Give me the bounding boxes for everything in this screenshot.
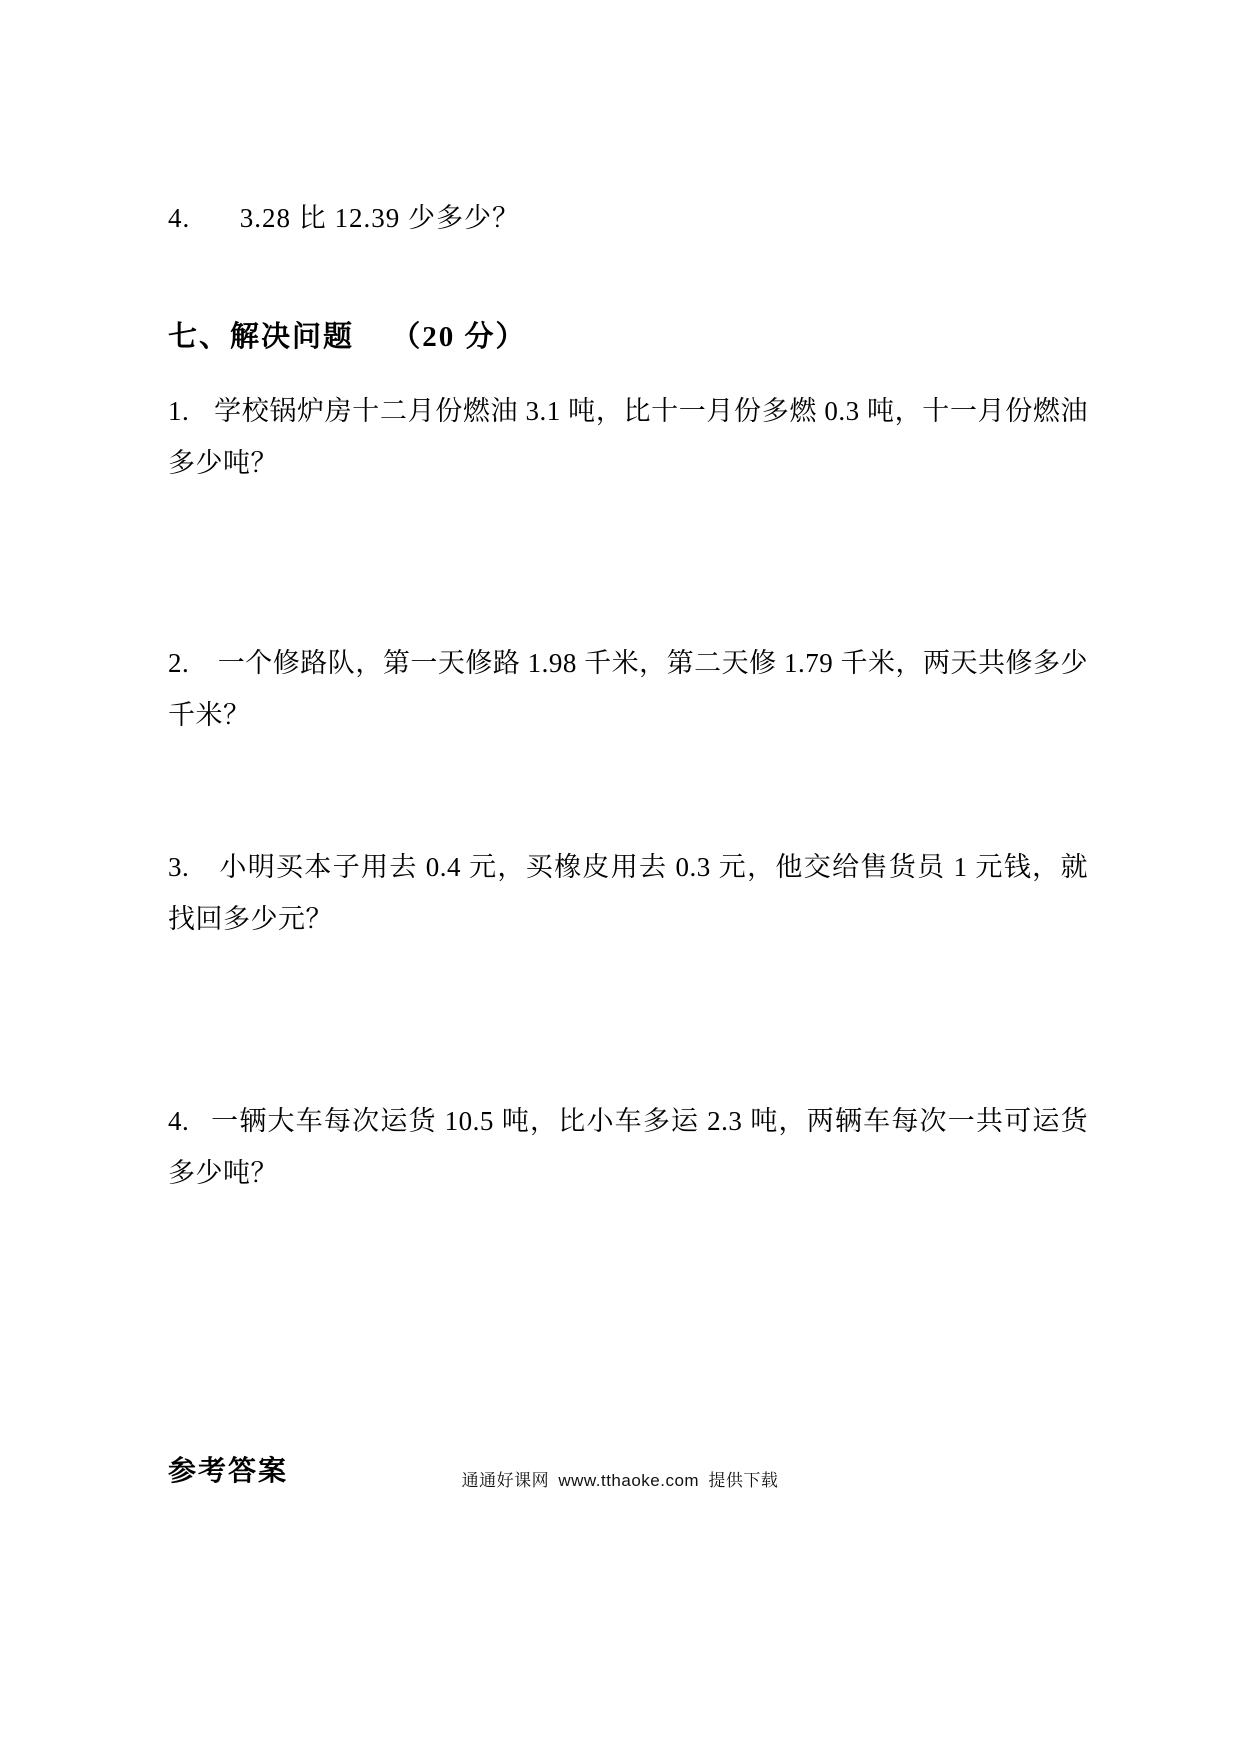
problem-number: 1. bbox=[168, 396, 190, 426]
problem-item bbox=[168, 1095, 1088, 1199]
footer-url: www.tthaoke.com bbox=[558, 1471, 700, 1490]
section-heading bbox=[168, 315, 1088, 359]
problem-item bbox=[168, 637, 1088, 741]
problem-number: 4. bbox=[168, 1106, 190, 1136]
problem-item bbox=[168, 841, 1088, 945]
answers-heading: 参考答案 bbox=[168, 1456, 289, 1487]
problem-number: 3. bbox=[168, 852, 190, 882]
previous-question-text: 3.28 比 12.39 少多少？ bbox=[239, 203, 520, 233]
problem-text: 一辆大车每次运货 10.5 吨，比小车多运 2.3 吨，两辆车每次一共可运货多少吨？ bbox=[168, 1106, 1089, 1188]
footer-suffix: 提供下载 bbox=[708, 1471, 779, 1490]
problem-number: 2. bbox=[168, 648, 190, 678]
problem-item bbox=[168, 385, 1088, 489]
previous-question-number: 4. bbox=[168, 203, 191, 233]
footer-site-name: 通通好课网 bbox=[461, 1471, 550, 1490]
problem-text: 学校锅炉房十二月份燃油 3.1 吨，比十一月份多燃 0.3 吨，十一月份燃油多少吨？ bbox=[168, 396, 1089, 478]
document-content bbox=[168, 0, 1088, 1489]
problem-text: 小明买本子用去 0.4 元，买橡皮用去 0.3 元，他交给售货员 1 元钱，就找回多少元？ bbox=[168, 852, 1089, 934]
page-footer bbox=[0, 1466, 1240, 1491]
section-title: 七、解决问题 bbox=[168, 321, 355, 353]
problem-text: 一个修路队，第一天修路 1.98 千米，第二天修 1.79 千米，两天共修多少千米？ bbox=[168, 648, 1089, 730]
previous-question bbox=[168, 196, 1088, 240]
section-score: （20 分） bbox=[391, 321, 527, 353]
